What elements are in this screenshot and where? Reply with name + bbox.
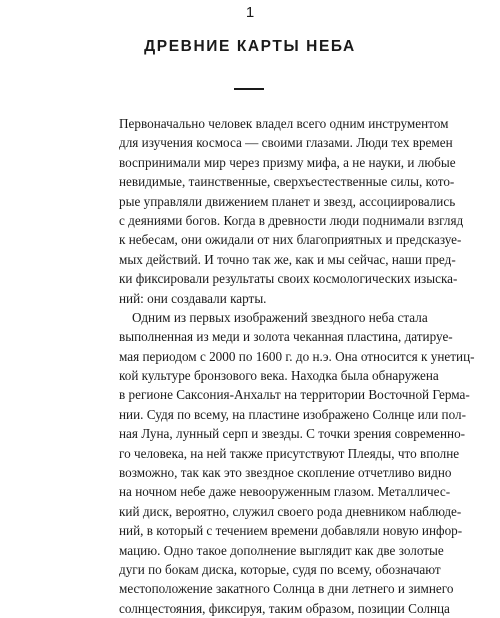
text-line: ки фиксировали результаты своих космологических изыска- (119, 271, 458, 287)
text-line: на ночном небе даже невооруженным глазом. Металличес- (119, 484, 451, 500)
text-line: выполненная из меди и золота чеканная пластина, датируе- (119, 329, 453, 345)
text-line: местоположение закатного Солнца в дни летнего и зимнего (119, 581, 454, 597)
paragraph (119, 114, 464, 308)
text-line: кой культуре бронзового века. Находка была обнаружена (119, 368, 439, 384)
page-number: 1 (245, 4, 255, 21)
text-line: дуги по бокам диска, которые, судя по всему, обозначают (119, 561, 441, 577)
text-line: ний: они создавали карты. (119, 290, 267, 306)
text-line: мых действий. И точно так же, как и мы сейчас, наши пред- (119, 251, 456, 267)
text-line: мая периодом с 2000 по 1600 г. до н.э. Она относится к унетиц- (119, 348, 475, 364)
text-line: солнцестояния, фиксируя, таким образом, позиции Солнца (119, 600, 450, 616)
text-line: в регионе Саксония-Анхальт на территории Восточной Герма- (119, 387, 470, 403)
text-line: для изучения космоса — своими глазами. Люди тех времен (119, 135, 453, 151)
text-line: Первоначально человек владел всего одним инструментом (119, 116, 449, 131)
text-line: к небесам, они ожидали от них благоприятных и предсказуе- (119, 232, 462, 248)
chapter-title: ДРЕВНИЕ КАРТЫ НЕБА (144, 38, 356, 55)
text-line: Одним из первых изображений звездного неба стала (132, 309, 428, 325)
text-line: с деяниями богов. Когда в древности люди поднимали взгляд (119, 212, 464, 228)
text-line: кий диск, вероятно, служил своего рода дневником наблюде- (119, 503, 462, 519)
text-line: го человека, на ней также присутствуют Плеяды, что вполне (119, 445, 460, 461)
text-line: нии. Судя по всему, на пластине изображено Солнце или пол- (119, 406, 467, 422)
text-line: возможно, так как это звездное скопление отчетливо видно (119, 465, 452, 481)
text-line: ний, в который с течением времени добавляли новую инфор- (119, 523, 463, 539)
title-divider (234, 88, 264, 90)
text-line: рые управляли движением планет и звезд, ассоциировались (119, 193, 456, 209)
paragraph (119, 308, 475, 618)
text-line: ная Луна, лунный серп и звезды. С точки зрения современно- (119, 426, 466, 442)
text-line: мацию. Одно такое дополнение выглядит как две золотые (119, 542, 444, 558)
chapter-body (119, 114, 475, 618)
text-line: невидимые, таинственные, сверхъестественные силы, кото- (119, 174, 455, 190)
text-line: воспринимали мир через призму мифа, а не науки, и любые (119, 154, 456, 170)
